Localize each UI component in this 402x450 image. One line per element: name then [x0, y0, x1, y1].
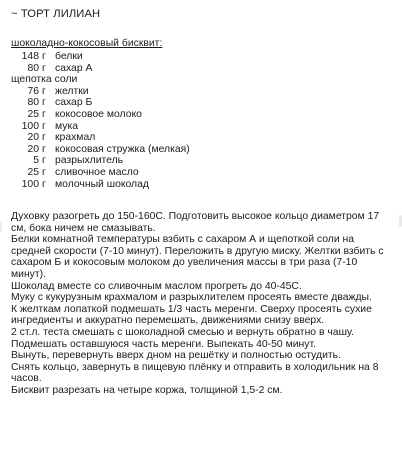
ingredient-row: [11, 63, 311, 75]
ingredient-row: [11, 51, 311, 63]
ingredient-row: [11, 109, 311, 121]
ingredient-unit: г: [42, 132, 46, 144]
ingredient-name: желтки: [55, 85, 89, 97]
instruction-step: Бисквит разрезать на четыре коржа, толщиной 1,5-2 см.: [11, 384, 283, 396]
ingredient-qty: 25: [27, 166, 39, 178]
ingredient-name: щепотка соли: [11, 74, 78, 86]
ingredient-row: [11, 97, 311, 109]
ingredient-qty: 76: [27, 85, 39, 97]
ingredient-row: [11, 179, 311, 191]
recipe-title: ~ ТОРТ ЛИЛИАН: [11, 8, 101, 20]
ingredient-unit: г: [42, 120, 46, 132]
ingredient-row: [11, 74, 311, 86]
instruction-step: Вынуть, перевернуть вверх дном на решётку и полностью остудить.: [11, 350, 341, 362]
ingredient-unit: г: [42, 108, 46, 120]
instruction-step: Муку с кукурузным крахмалом и разрыхлителем просеять вместе дважды.: [11, 292, 372, 304]
ingredient-unit: г: [42, 143, 46, 155]
ingredient-row: [11, 144, 311, 156]
instruction-step: Белки комнатной температуры взбить с сахаром А и щепоткой соли на средней скорости (7-10 минут). Переложить в другую миску. Желтки взбить с сахаром Б и кокосовым молоком до увеличения массы в три раза (7-10 минут).: [11, 234, 384, 280]
ingredient-name: разрыхлитель: [55, 155, 124, 167]
ingredient-name: кокосовое молоко: [55, 108, 142, 120]
ingredient-row: [11, 86, 311, 98]
instruction-step: 2 ст.л. теста смешать с шоколадной смесью и вернуть обратно в чашу. Подмешать оставшуюся часть меренги. Выпекать 40-50 минут.: [11, 326, 354, 350]
ingredient-qty: 5: [33, 155, 39, 167]
ingredient-qty: 80: [27, 97, 39, 109]
left-edge-mark: [0, 222, 2, 232]
ingredient-name: сливочное масло: [55, 166, 139, 178]
ingredient-name: кокосовая стружка (мелкая): [55, 143, 190, 155]
ingredient-qty: 20: [27, 132, 39, 144]
instruction-step: Духовку разогреть до 150-160С. Подготовить высокое кольцо диаметром 17 см, бока ничем не смазывать.: [11, 211, 380, 234]
ingredient-name: крахмал: [55, 132, 96, 144]
ingredient-qty: 100: [21, 178, 39, 190]
ingredient-row: [11, 155, 311, 167]
ingredient-qty: 148: [21, 51, 39, 62]
ingredient-qty: 80: [27, 62, 39, 74]
instructions: [11, 211, 393, 397]
ingredient-unit: г: [42, 85, 46, 97]
ingredient-name: мука: [55, 120, 79, 132]
ingredient-qty: 20: [27, 143, 39, 155]
ingredient-name: молочный шоколад: [55, 178, 149, 190]
ingredient-unit: г: [42, 62, 46, 74]
ingredient-qty: 100: [21, 120, 39, 132]
ingredient-unit: г: [42, 166, 46, 178]
instruction-step: Шоколад вместе со сливочным маслом прогреть до 40-45С.: [11, 280, 302, 292]
ingredient-name: сахар Б: [55, 97, 93, 109]
ingredient-unit: г: [42, 178, 46, 190]
ingredient-unit: г: [42, 51, 46, 62]
ingredient-row: [11, 121, 311, 133]
ingredient-unit: г: [42, 97, 46, 109]
ingredient-list: [11, 51, 311, 190]
instruction-step: Снять кольцо, завернуть в пищевую плёнку и отправить в холодильник на 8 часов.: [11, 361, 379, 385]
section-title: шоколадно-кокосовый бисквит:: [11, 38, 163, 49]
ingredient-unit: г: [42, 155, 46, 167]
instruction-step: К желткам лопаткой подмешать 1/3 часть меренги. Сверху просеять сухие ингредиенты и аккуратно перемешать, движениями снизу вверх.: [11, 303, 372, 327]
ingredient-row: [11, 167, 311, 179]
ingredient-name: сахар А: [55, 62, 93, 74]
ingredient-row: [11, 132, 311, 144]
ingredient-name: белки: [55, 51, 83, 62]
ingredient-qty: 25: [27, 108, 39, 120]
